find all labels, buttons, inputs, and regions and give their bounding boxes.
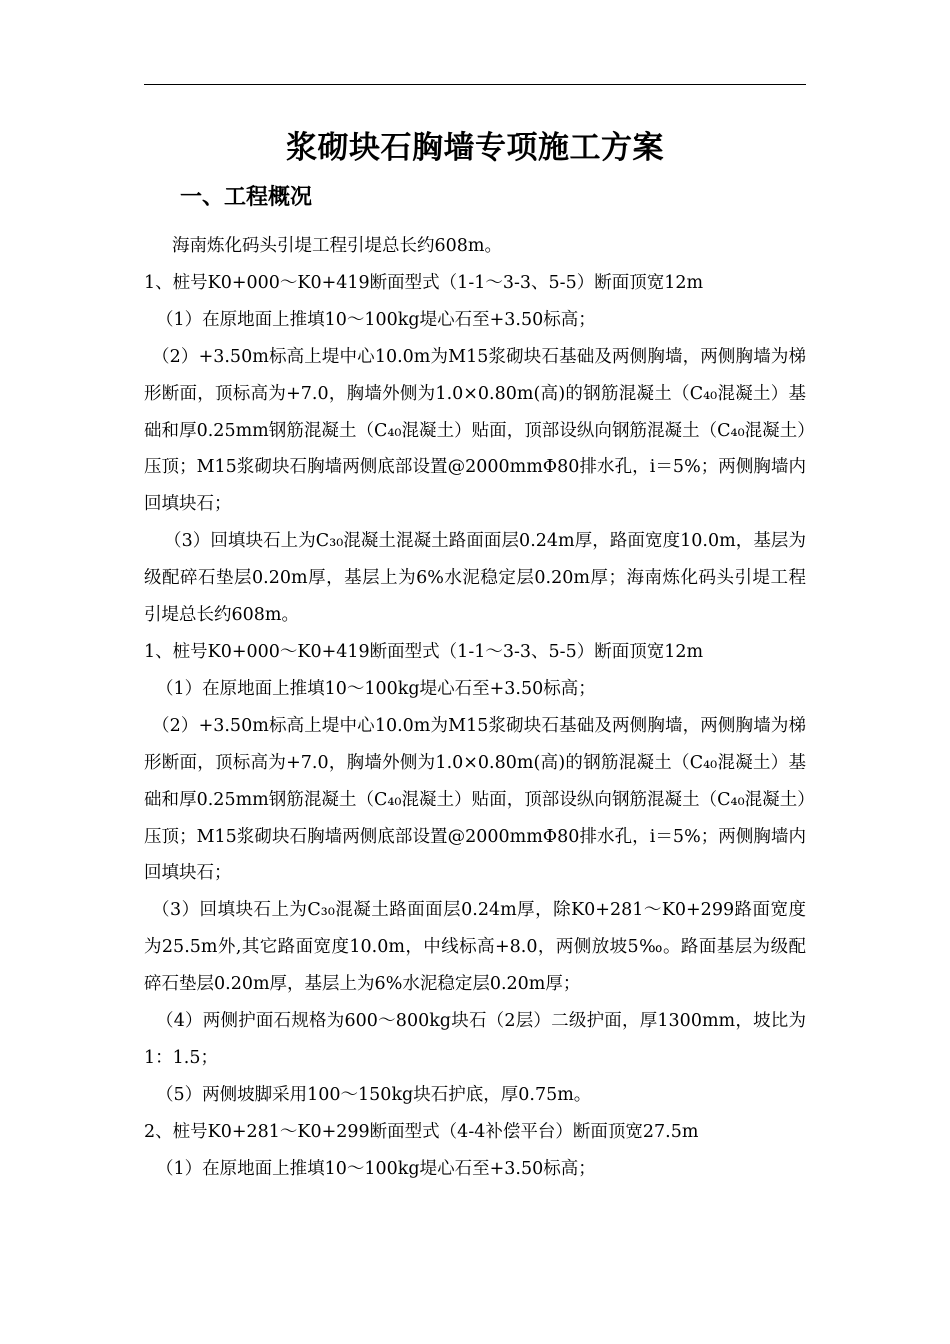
paragraph: （4）两侧护面石规格为600～800kg块石（2层）二级护面，厚1300mm，坡比为1：1.5； xyxy=(144,1011,806,1068)
paragraph: （3）回填块石上为C₃₀混凝土混凝土路面面层0.24m厚，路面宽度10.0m，基层为级配碎石垫层0.20m厚，基层上为6%水泥稳定层0.20m厚；海南炼化码头引堤工程引堤总长约608m。 xyxy=(144,531,806,626)
paragraph: （5）两侧坡脚采用100～150kg块石护底，厚0.75m。 xyxy=(156,1084,592,1105)
paragraph: （2）+3.50m标高上堤中心10.0m为M15浆砌块石基础及两侧胸墙，两侧胸墙为梯形断面，顶标高为+7.0，胸墙外侧为1.0×0.80m(高)的钢筋混凝土（C₄₀混凝土）基础和厚0.25mm钢筋混凝土（C₄₀混凝土）贴面，顶部设纵向钢筋混凝土（C₄₀混凝土）压顶；M15浆砌块石胸墙两侧底部设置@2000mmΦ80排水孔，i＝5%；两侧胸墙内回填块石； xyxy=(144,346,806,515)
paragraph: （3）回填块石上为C₃₀混凝土路面面层0.24m厚，除K0+281～K0+299路面宽度为25.5m外,其它路面宽度10.0m，中线标高+8.0，两侧放坡5‰。路面基层为级配碎石垫层0.20m厚，基层上为6%水泥稳定层0.20m厚； xyxy=(144,900,806,995)
paragraph: （1）在原地面上推填10～100kg堤心石至+3.50标高； xyxy=(156,678,596,699)
document-title: 浆砌块石胸墙专项施工方案 xyxy=(286,130,664,166)
section-heading: 一、工程概况 xyxy=(180,185,313,210)
paragraph: 1、桩号K0+000～K0+419断面型式（1-1～3-3、5-5）断面顶宽12m xyxy=(144,641,704,662)
paragraph: 1、桩号K0+000～K0+419断面型式（1-1～3-3、5-5）断面顶宽12m xyxy=(144,272,704,293)
paragraph: 海南炼化码头引堤工程引堤总长约608m。 xyxy=(172,236,502,256)
paragraph: 2、桩号K0+281～K0+299断面型式（4-4补偿平台）断面顶宽27.5m xyxy=(144,1121,699,1142)
paragraph: （2）+3.50m标高上堤中心10.0m为M15浆砌块石基础及两侧胸墙，两侧胸墙为梯形断面，顶标高为+7.0，胸墙外侧为1.0×0.80m(高)的钢筋混凝土（C₄₀混凝土）基础和厚0.25mm钢筋混凝土（C₄₀混凝土）贴面，顶部设纵向钢筋混凝土（C₄₀混凝土）压顶；M15浆砌块石胸墙两侧底部设置@2000mmΦ80排水孔，i＝5%；两侧胸墙内回填块石； xyxy=(144,715,806,884)
paragraph: （1）在原地面上推填10～100kg堤心石至+3.50标高； xyxy=(156,1158,596,1179)
paragraph: （1）在原地面上推填10～100kg堤心石至+3.50标高； xyxy=(156,309,596,330)
document-body xyxy=(144,228,806,1188)
header-rule xyxy=(144,84,806,85)
